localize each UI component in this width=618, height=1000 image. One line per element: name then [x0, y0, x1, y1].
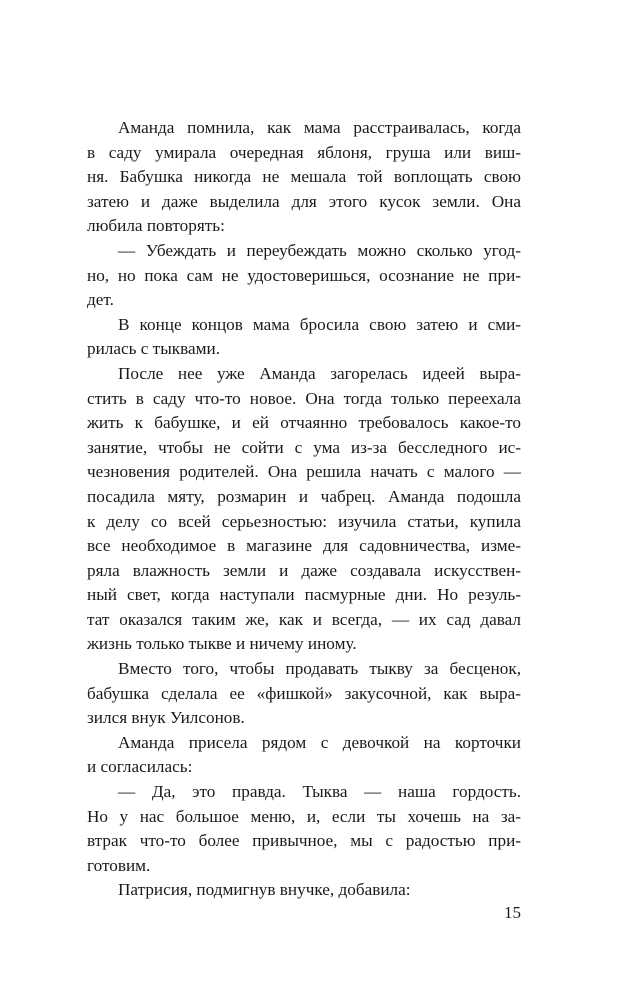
text-line: рилась с тыквами. — [87, 339, 220, 359]
page-number: 15 — [504, 903, 521, 922]
text-line: Патрисия, подмигнув внучке, добавила: — [118, 880, 411, 900]
body-text — [87, 116, 521, 903]
text-line: готовим. — [87, 855, 151, 875]
text-line: Аманда присела рядом с девочкой на корточки — [118, 732, 521, 752]
text-line: Вместо того, чтобы продавать тыкву за бесценок, — [118, 659, 521, 679]
text-line: затею и даже выделила для этого кусок земли. Она — [87, 191, 521, 211]
text-line: После нее уже Аманда загорелась идеей выра- — [118, 363, 521, 383]
text-line: к делу со всей серьезностью: изучила статьи, купила — [87, 511, 521, 531]
text-line: Аманда помнила, как мама расстраивалась, когда — [118, 118, 521, 137]
text-line: посадила мяту, розмарин и чабрец. Аманда подошла — [87, 486, 521, 506]
text-line: в саду умирала очередная яблоня, груша или виш- — [87, 142, 521, 162]
text-line: Но у нас большое меню, и, если ты хочешь на за- — [87, 806, 521, 826]
text-line: жизнь только тыкве и ничему иному. — [87, 634, 357, 654]
text-line: В конце концов мама бросила свою затею и сми- — [118, 314, 521, 334]
text-line: зился внук Уилсонов. — [87, 708, 245, 728]
text-line: втрак что-то более привычное, мы с радостью при- — [87, 831, 521, 851]
text-line: но, но пока сам не удостоверишься, осознание не при- — [87, 265, 521, 285]
text-line: тат оказался таким же, как и всегда, — их сад давал — [87, 609, 521, 629]
text-line: ный свет, когда наступали пасмурные дни. Но резуль- — [87, 585, 521, 605]
text-line: чезновения родителей. Она решила начать с малого — — [87, 462, 521, 482]
text-line: ня. Бабушка никогда не мешала той воплощать свою — [87, 167, 521, 187]
text-line: любила повторять: — [87, 216, 225, 236]
text-line: дет. — [87, 290, 114, 310]
text-line: и согласилась: — [87, 757, 193, 777]
text-line: — Да, это правда. Тыква — наша гордость. — [118, 782, 521, 802]
text-line: бабушка сделала ее «фишкой» закусочной, как выра- — [87, 683, 521, 703]
text-line: занятие, чтобы не сойти с ума из-за бесследного ис- — [87, 437, 521, 457]
text-line: стить в саду что-то новое. Она тогда только переехала — [87, 388, 521, 408]
text-line: все необходимое в магазине для садовничества, изме- — [87, 536, 521, 556]
text-line: жить к бабушке, и ей отчаянно требовалось какое-то — [87, 413, 521, 433]
text-line: ряла влажность земли и даже создавала искусствен- — [87, 560, 521, 580]
text-line: — Убеждать и переубеждать можно сколько угод- — [118, 240, 521, 260]
